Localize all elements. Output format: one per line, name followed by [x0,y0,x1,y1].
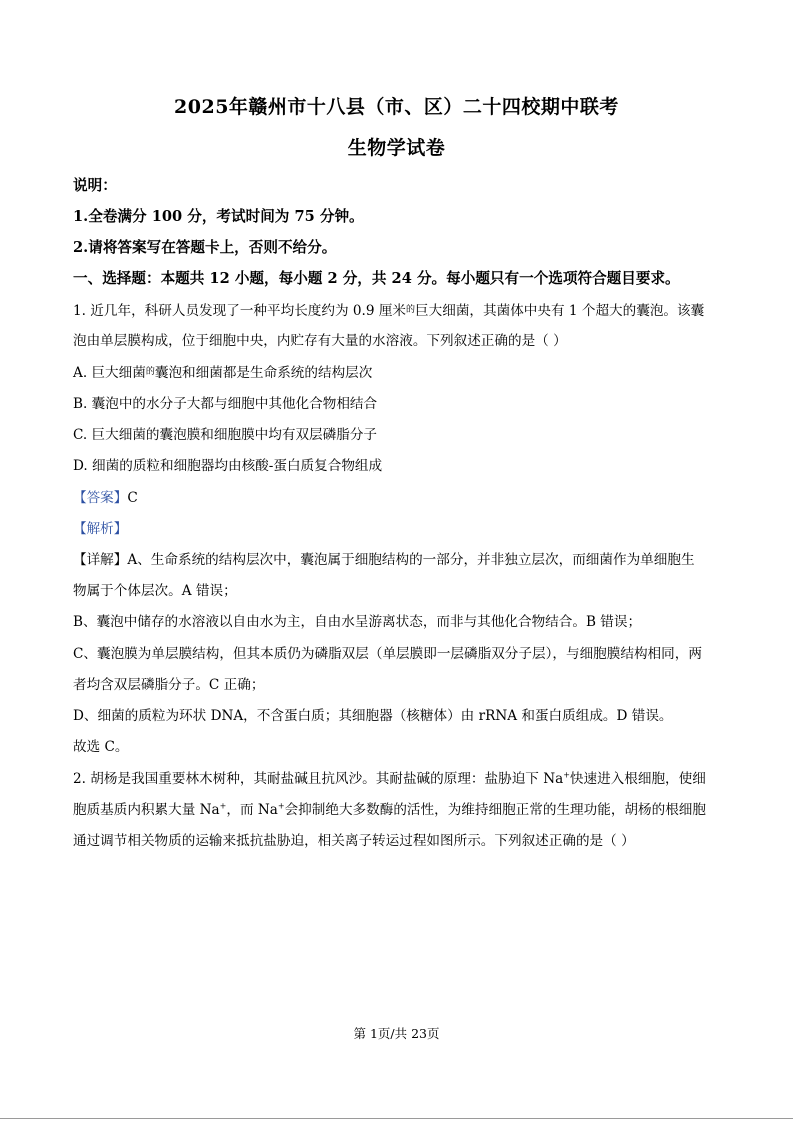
q2-text-1a: 2. 胡杨是我国重要林木树种，其耐盐碱且抗风沙。其耐盐碱的原理：盐胁迫下 Na [73,771,564,787]
q1-stem-text-a: 1. 近几年，科研人员发现了一种平均长度约为 0.9 厘米 [73,303,407,319]
q2-stem-line-1 [73,769,723,789]
q1-detail-line-4: C、囊泡膜为单层膜结构，但其本质仍为磷脂双层（单层膜即一层磷脂双分子层），与细胞膜结构相同，两 [73,646,702,662]
q2-stem-line-2 [73,800,723,820]
q2-text-2a: 胞质基质内积累大量 Na [73,802,220,818]
analysis-tag: 【解析】 [73,521,128,537]
instruction-item-2: 2.请将答案写在答题卡上，否则不给分。 [73,239,337,256]
detail-tag: 【详解】 [73,552,128,568]
q1-stem-text-b: 巨大细菌，其菌体中央有 1 个超大的囊泡。该囊 [415,303,705,319]
q1-stem-glyph: 的 [406,305,416,315]
q2-sup-1: + [563,770,570,780]
q1-option-c: C. 巨大细菌的囊泡膜和细胞膜中均有双层磷脂分子 [73,427,378,443]
answer-tag: 【答案】 [73,490,128,506]
instruction-item-1: 1.全卷满分 100 分，考试时间为 75 分钟。 [73,208,364,225]
q2-text-1b: 快速进入根细胞，使细 [569,771,706,787]
q1-option-a-text-a: A. 巨大细菌 [73,365,146,381]
q1-detail-line-2: 物属于个体层次。A 错误； [73,583,237,599]
q1-conclusion: 故选 C。 [73,739,129,755]
q1-option-a [73,362,723,383]
page-footer: 第 1页/共 23页 [353,1026,440,1041]
section-heading: 一、选择题：本题共 12 小题，每小题 2 分，共 24 分。每小题只有一个选项符合题目要求。 [73,270,680,287]
q1-detail-line-6: D、细菌的质粒为环状 DNA，不含蛋白质；其细胞器（核糖体）由 rRNA 和蛋白质组成。D 错误。 [73,708,673,724]
instructions-heading: 说明： [73,177,117,194]
q1-detail-line-3: B、囊泡中储存的水溶液以自由水为主，自由水呈游离状态，而非与其他化合物结合。B 错误； [73,614,642,630]
q2-text-2b: ，而 Na [226,802,278,818]
bottom-divider [0,1118,793,1119]
q2-text-2c: 会抑制绝大多数酶的活性，为维持细胞正常的生理功能，胡杨的根细胞 [284,802,706,818]
exam-title: 2025年赣州市十八县（市、区）二十四校期中联考 [174,96,619,118]
q1-option-d: D. 细菌的质粒和细胞器均由核酸-蛋白质复合物组成 [73,458,383,474]
q2-sup-3: + [277,801,285,811]
exam-subject: 生物学试卷 [347,137,446,159]
q1-stem-line-2: 泡由单层膜构成，位于细胞中央，内贮存有大量的水溶液。下列叙述正确的是（ ） [73,333,567,349]
q2-stem-line-3: 通过调节相关物质的运输来抵抗盐胁迫，相关离子转运过程如图所示。下列叙述正确的是（ ） [73,833,635,849]
q1-detail-line-5: 者均含双层磷脂分子。C 正确； [73,677,265,693]
answer-value: C [127,490,138,506]
q1-option-a-text-b: 囊泡和细菌都是生命系统的结构层次 [154,365,373,381]
detail-text-1: A、生命系统的结构层次中，囊泡属于细胞结构的一部分，并非独立层次，而细菌作为单细胞生 [127,552,695,568]
q1-stem-line-1 [73,300,723,321]
q1-answer [73,488,723,508]
q1-detail-line-1 [73,550,723,570]
q1-option-a-glyph: 的 [145,367,155,377]
q1-option-b: B. 囊泡中的水分子大都与细胞中其他化合物相结合 [73,396,378,412]
q2-sup-2: + [219,801,227,811]
